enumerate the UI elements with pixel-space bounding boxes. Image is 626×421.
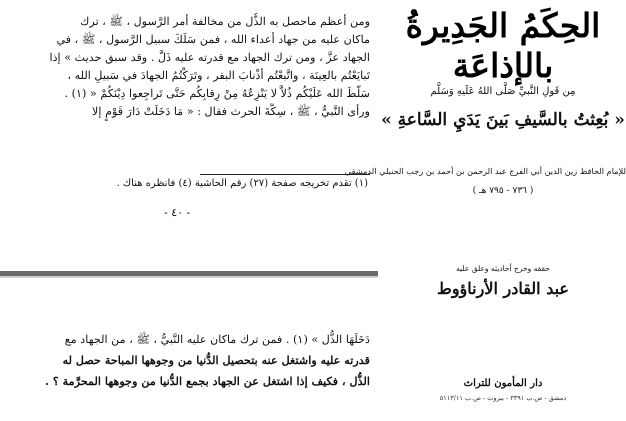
publisher-name: دار المأمون للتراث: [463, 378, 543, 389]
footnote: (١) تقدم تخريجه صفحة (٢٧) رقم الحاشية (٤) فانظره هناك .: [116, 178, 368, 189]
publisher-address: دمشق - ص.ب ٣٣٩١ - بيروت - ص.ب ٥١١٣/١١: [439, 394, 567, 402]
body-line-2: ماكان عليه من جهاد أعداء الله ، فمن سَلَكَ سبيل الرَّسول ، ﷺ ، في: [56, 33, 370, 46]
page-separator-shadow: [0, 276, 378, 278]
book-title-line-1: الحِكَمُ الجَدِيرةُ: [405, 6, 601, 45]
author-dates: ( ٧٣٦ - ٧٩٥ هـ ): [472, 186, 534, 196]
continuation-line-2: قدرته عليه واشتغل عنه بتحصيل الدُّنيا من وجوهها المباحة حصل له: [62, 353, 370, 367]
editor-name: عبد القادر الأرناؤوط: [437, 279, 569, 298]
body-line-1: ومن أعظم ماحصل به الذُّل من مخالفة أمر الرَّسول ، ﷺ ، ترك: [80, 15, 370, 28]
continuation-line-1: دَخَلَهَا الذُّل » (١) . فمن ترك ماكان عليه النَّبيُّ ، ﷺ ، من الجهاد مع: [64, 333, 370, 346]
book-title-line-2: بالإذاعَة: [452, 46, 554, 85]
page-number: - ٤٠ -: [164, 206, 191, 219]
body-line-4: تَبايَعْتُم بالعِينَة ، واتَّبعْتُم أذْنابَ البقر ، وتَرَكْتُمُ الجهادَ في سَبيلِ الله ،: [67, 69, 370, 82]
body-line-5: سَلَّطَ الله عَلَيْكُم ذُلاًّ لا يَنْزِعُهُ مِنْ رِقابِكُم حَتَّى تَراجِعوا دِيْنَكُمْ « (١) .: [64, 87, 370, 100]
body-line-3: الجهاد عزَّ ، ومن ترك الجهاد مع قدرته عليه ذَلَّ . وقد سبق حديث » إذا: [49, 51, 370, 64]
editor-credit-lead: حققه وخرج أحاديثه وعلق عليه: [456, 264, 550, 273]
title-page: [344, 0, 626, 421]
book-subtitle: مِن قَولِ النَّبيِّ صَلَّى اللهُ عَلَيهِ وَسَلَّم: [430, 86, 576, 97]
body-line-6: ورأى النَّبيُّ ، ﷺ ، سِكَّةَ الحرث فقال : « مَا دَخَلَتْ دَارَ قَوْمٍ إلا: [92, 105, 370, 118]
book-title: [380, 6, 626, 86]
continuation-line-3: الذُّل ، فكيف إذا اشتغل عن الجهاد بجمع الدُّنيا من وجوهها المحرَّمة ؟ .: [45, 374, 370, 388]
author-line: للإمام الحافظ زين الدين أبي الفرج عبد الرحمن بن أحمد بن رجب الحنبلي الدمشقي: [344, 166, 626, 176]
hadith-quote: « بُعِثتُ بالسَّيفِ بَينَ يَدَيِ السَّاعةِ »: [381, 110, 625, 130]
